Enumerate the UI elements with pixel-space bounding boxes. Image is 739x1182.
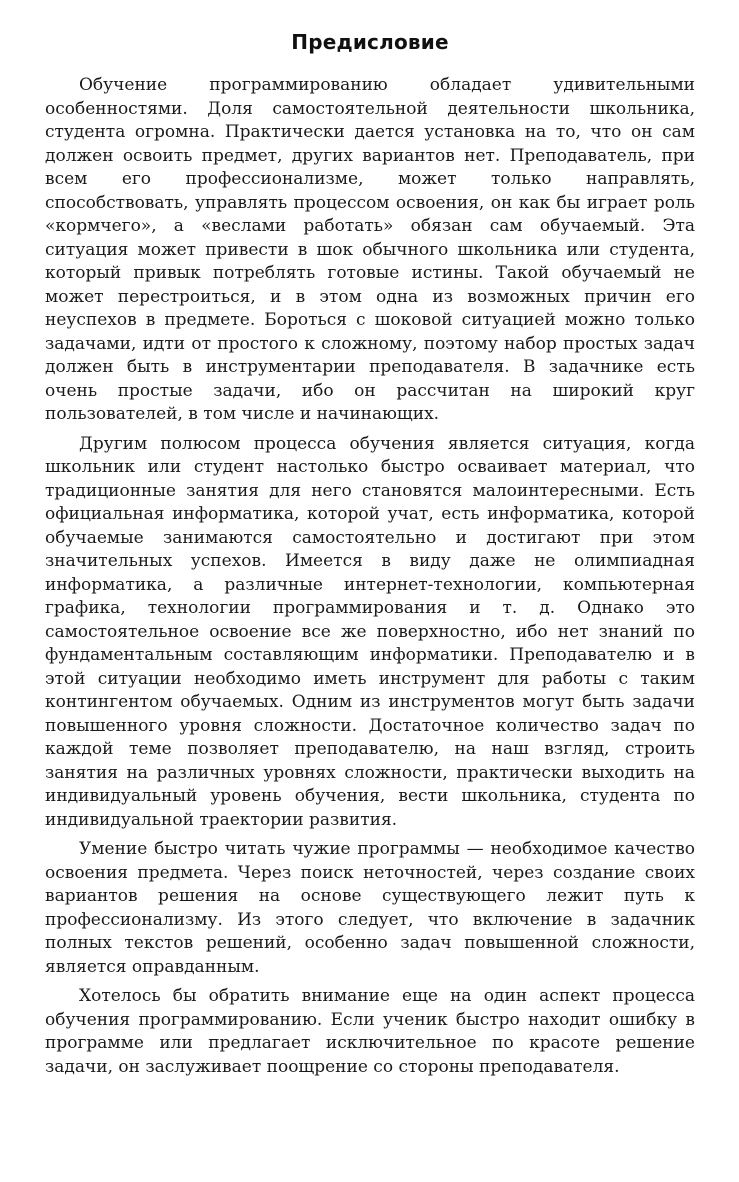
page [45, 30, 695, 1085]
page-title: Предисловие [291, 30, 449, 54]
paragraph-2: Другим полюсом процесса обучения является ситуация, когда школьник или студент настолько быстро осваивает материал, что традиционные занятия для него становятся малоинтересными. Есть официальная информатика, которой учат, есть информатика, которой обучаемые занимаются самостоятельно и достигают при этом значительных успехов. Имеется в виду даже не олимпиадная информатика, а различные интернет-технологии, компьютерная графика, технологии программирования и т. д. Однако это самостоятельное освоение все же поверхностно, ибо нет знаний по фундаментальным составляющим информатики. Преподавателю и в этой ситуации необходимо иметь инструмент для работы с таким контингентом обучаемых. Одним из инструментов могут быть задачи повышенного уровня сложности. Достаточное количество задач по каждой теме позволяет преподавателю, на наш взгляд, строить занятия на различных уровнях сложности, практически выходить на индивидуальный уровень обучения, вести школьника, студента по индивидуальной траектории развития. [45, 433, 695, 830]
paragraph-3: Умение быстро читать чужие программы — необходимое качество освоения предмета. Через поиск неточностей, через создание своих вариантов решения на основе существующего лежит путь к профессионализму. Из этого следует, что включение в задачник полных текстов решений, особенно задач повышенной сложности, является оправданным. [45, 839, 695, 977]
paragraph-4: Хотелось бы обратить внимание еще на один аспект процесса обучения программированию. Если ученик быстро находит ошибку в программе или предлагает исключительное по красоте решение задачи, он заслуживает поощрение со стороны преподавателя. [45, 986, 695, 1077]
paragraph-1: Обучение программированию обладает удивительными особенностями. Доля самостоятельной деятельности школьника, студента огромна. Практически дается установка на то, что он сам должен освоить предмет, других вариантов нет. Преподаватель, при всем его профессионализме, может только направлять, способствовать, управлять процессом освоения, он как бы играет роль «кормчего», а «веслами работать» обязан сам обучаемый. Эта ситуация может привести в шок обычного школьника или студента, который привык потреблять готовые истины. Такой обучаемый не может перестроиться, и в этом одна из возможных причин его неуспехов в предмете. Бороться с шоковой ситуацией можно только задачами, идти от простого к сложному, поэтому набор простых задач должен быть в инструментарии преподавателя. В задачнике есть очень простые задачи, ибо он рассчитан на широкий круг пользователей, в том числе и начинающих. [45, 75, 695, 424]
